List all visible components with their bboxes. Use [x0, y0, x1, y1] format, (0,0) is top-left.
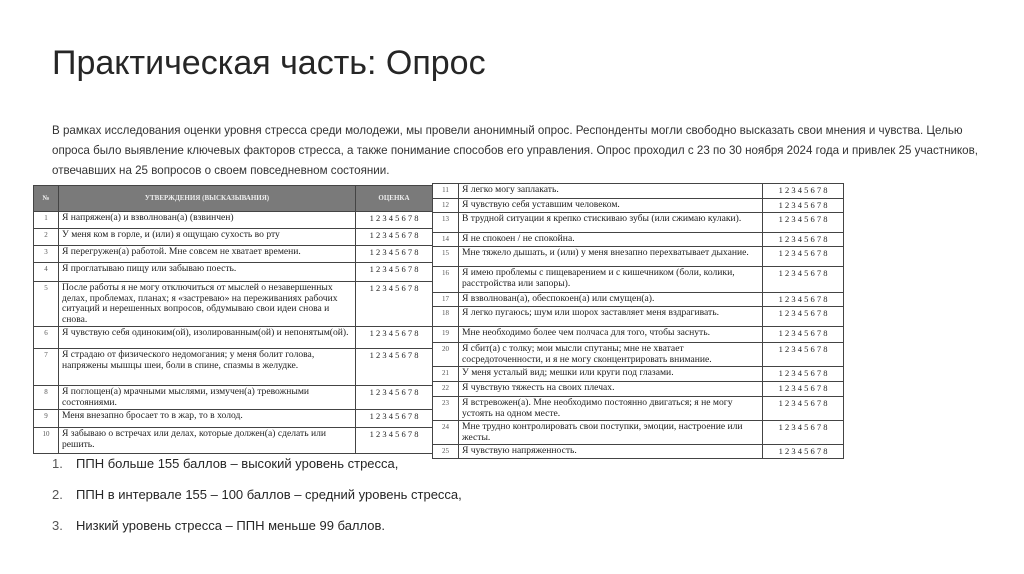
- question-number: 21: [433, 367, 459, 382]
- table-row: [433, 233, 844, 247]
- score-scale: 1 2 3 4 5 6 7 8: [763, 233, 844, 247]
- question-number: 6: [34, 327, 59, 349]
- table-row: [433, 307, 844, 327]
- question-number: 23: [433, 397, 459, 421]
- item-text: ППН в интервале 155 – 100 баллов – средний уровень стресса,: [76, 487, 462, 502]
- question-number: 3: [34, 246, 59, 263]
- question-text: Я чувствую напряженность.: [459, 445, 763, 459]
- question-number: 20: [433, 343, 459, 367]
- question-text: После работы я не могу отключиться от мыслей о незавершенных делах, проблемах, планах; я «застреваю» на переживаниях рабочих ситуаций и нерешенных вопросов, обдумываю свои идеи снова и снова.: [59, 282, 356, 327]
- question-text: У меня усталый вид; мешки или круги под глазами.: [459, 367, 763, 382]
- intro-paragraph: В рамках исследования оценки уровня стресса среди молодежи, мы провели анонимный опрос. Респонденты могли свободно высказать свои мнения и чувства. Целью опроса было выявление ключевых факторов стресса, а также понимание способов его управления. Опрос проходил с 23 по 30 ноября 2024 года и привлек 25 участников, отвечавших на 25 вопросов о своем повседневном состоянии.: [52, 124, 978, 177]
- question-text: У меня ком в горле, и (или) я ощущаю сухость во рту: [59, 229, 356, 246]
- table-row: [433, 343, 844, 367]
- table-row: [34, 229, 433, 246]
- score-scale: 1 2 3 4 5 6 7 8: [763, 199, 844, 213]
- question-text: Я чувствую себя уставшим человеком.: [459, 199, 763, 213]
- table-row: [34, 212, 433, 229]
- question-text: Я забываю о встречах или делах, которые должен(а) сделать или решить.: [59, 428, 356, 454]
- score-scale: 1 2 3 4 5 6 7 8: [763, 421, 844, 445]
- table-row: [433, 327, 844, 343]
- question-text: Я проглатываю пищу или забываю поесть.: [59, 263, 356, 282]
- score-scale: 1 2 3 4 5 6 7 8: [356, 327, 433, 349]
- table-row: [34, 386, 433, 410]
- score-scale: 1 2 3 4 5 6 7 8: [763, 184, 844, 199]
- item-number: 1.: [52, 456, 63, 471]
- question-number: 11: [433, 184, 459, 199]
- question-number: 25: [433, 445, 459, 459]
- table-row: [433, 184, 844, 199]
- question-text: Я сбит(а) с толку; мои мысли спутаны; мне не хватает сосредоточенности, и я не могу сконцентрировать внимание.: [459, 343, 763, 367]
- table-row: [34, 246, 433, 263]
- score-scale: 1 2 3 4 5 6 7 8: [356, 386, 433, 410]
- question-text: В трудной ситуации я крепко стискиваю зубы (или сжимаю кулаки).: [459, 213, 763, 233]
- question-number: 13: [433, 213, 459, 233]
- question-text: Я встревожен(а). Мне необходимо постоянно двигаться; я не могу устоять на одном месте.: [459, 397, 763, 421]
- question-number: 1: [34, 212, 59, 229]
- question-text: Я страдаю от физического недомогания; у меня болит голова, напряжены мышцы шеи, боли в спине, спазмы в желудке.: [59, 349, 356, 386]
- table-row: [433, 367, 844, 382]
- question-text: Я имею проблемы с пищеварением и с кишечником (боли, колики, расстройства или запоры).: [459, 267, 763, 293]
- table-row: [433, 397, 844, 421]
- score-scale: 1 2 3 4 5 6 7 8: [356, 349, 433, 386]
- score-scale: 1 2 3 4 5 6 7 8: [763, 382, 844, 397]
- question-number: 24: [433, 421, 459, 445]
- survey-table-left: [33, 185, 433, 454]
- item-number: 3.: [52, 518, 63, 533]
- question-number: 7: [34, 349, 59, 386]
- score-scale: 1 2 3 4 5 6 7 8: [763, 397, 844, 421]
- question-text: Я перегружен(а) работой. Мне совсем не хватает времени.: [59, 246, 356, 263]
- question-text: Я чувствую тяжесть на своих плечах.: [459, 382, 763, 397]
- question-number: 14: [433, 233, 459, 247]
- question-number: 5: [34, 282, 59, 327]
- question-text: Меня внезапно бросает то в жар, то в холод.: [59, 410, 356, 428]
- table-row: [34, 349, 433, 386]
- question-text: Я легко пугаюсь; шум или шорох заставляет меня вздрагивать.: [459, 307, 763, 327]
- score-scale: 1 2 3 4 5 6 7 8: [356, 212, 433, 229]
- score-scale: 1 2 3 4 5 6 7 8: [356, 428, 433, 454]
- table-row: [34, 428, 433, 454]
- score-scale: 1 2 3 4 5 6 7 8: [356, 229, 433, 246]
- table-row: [433, 293, 844, 307]
- question-text: Я чувствую себя одиноким(ой), изолированным(ой) и непонятым(ой).: [59, 327, 356, 349]
- item-text: ППН больше 155 баллов – высокий уровень стресса,: [76, 456, 399, 471]
- score-scale: 1 2 3 4 5 6 7 8: [763, 213, 844, 233]
- score-scale: 1 2 3 4 5 6 7 8: [356, 246, 433, 263]
- question-text: Я легко могу заплакать.: [459, 184, 763, 199]
- table-row: [433, 445, 844, 459]
- question-number: 16: [433, 267, 459, 293]
- question-number: 9: [34, 410, 59, 428]
- question-text: Мне необходимо более чем полчаса для того, чтобы заснуть.: [459, 327, 763, 343]
- score-scale: 1 2 3 4 5 6 7 8: [763, 307, 844, 327]
- score-scale: 1 2 3 4 5 6 7 8: [763, 367, 844, 382]
- header-score: ОЦЕНКА: [356, 186, 433, 212]
- question-text: Я не спокоен / не спокойна.: [459, 233, 763, 247]
- question-number: 2: [34, 229, 59, 246]
- table-row: [34, 263, 433, 282]
- result-item: [52, 454, 462, 485]
- score-scale: 1 2 3 4 5 6 7 8: [356, 282, 433, 327]
- score-scale: 1 2 3 4 5 6 7 8: [763, 267, 844, 293]
- question-number: 12: [433, 199, 459, 213]
- header-number: №: [34, 186, 59, 212]
- result-item: [52, 485, 462, 516]
- question-number: 22: [433, 382, 459, 397]
- table-row: [433, 247, 844, 267]
- question-number: 15: [433, 247, 459, 267]
- question-number: 17: [433, 293, 459, 307]
- table-row: [433, 267, 844, 293]
- survey-table-right: [432, 183, 844, 459]
- table-row: [433, 421, 844, 445]
- score-scale: 1 2 3 4 5 6 7 8: [356, 263, 433, 282]
- question-text: Мне трудно контролировать свои поступки, эмоции, настроение или жесты.: [459, 421, 763, 445]
- table-row: [34, 327, 433, 349]
- slide-title: Практическая часть: Опрос: [52, 44, 486, 82]
- question-number: 19: [433, 327, 459, 343]
- question-text: Я напряжен(а) и взволнован(а) (взвинчен): [59, 212, 356, 229]
- item-text: Низкий уровень стресса – ППН меньше 99 баллов.: [76, 518, 385, 533]
- score-scale: 1 2 3 4 5 6 7 8: [763, 343, 844, 367]
- question-number: 8: [34, 386, 59, 410]
- table-row: [34, 282, 433, 327]
- table-row: [433, 382, 844, 397]
- question-text: Мне тяжело дышать, и (или) у меня внезапно перехватывает дыхание.: [459, 247, 763, 267]
- table-row: [433, 213, 844, 233]
- score-scale: 1 2 3 4 5 6 7 8: [763, 293, 844, 307]
- table-row: [433, 199, 844, 213]
- score-scale: 1 2 3 4 5 6 7 8: [763, 327, 844, 343]
- question-number: 10: [34, 428, 59, 454]
- score-scale: 1 2 3 4 5 6 7 8: [763, 247, 844, 267]
- score-scale: 1 2 3 4 5 6 7 8: [763, 445, 844, 459]
- table-row: [34, 410, 433, 428]
- question-number: 4: [34, 263, 59, 282]
- question-text: Я взволнован(а), обеспокоен(а) или смущен(а).: [459, 293, 763, 307]
- results-list: [52, 454, 462, 547]
- header-statements: УТВЕРЖДЕНИЯ (ВЫСКАЗЫВАНИЯ): [59, 186, 356, 212]
- score-scale: 1 2 3 4 5 6 7 8: [356, 410, 433, 428]
- item-number: 2.: [52, 487, 63, 502]
- question-text: Я поглощен(а) мрачными мыслями, измучен(а) тревожными состояниями.: [59, 386, 356, 410]
- question-number: 18: [433, 307, 459, 327]
- result-item: [52, 516, 462, 547]
